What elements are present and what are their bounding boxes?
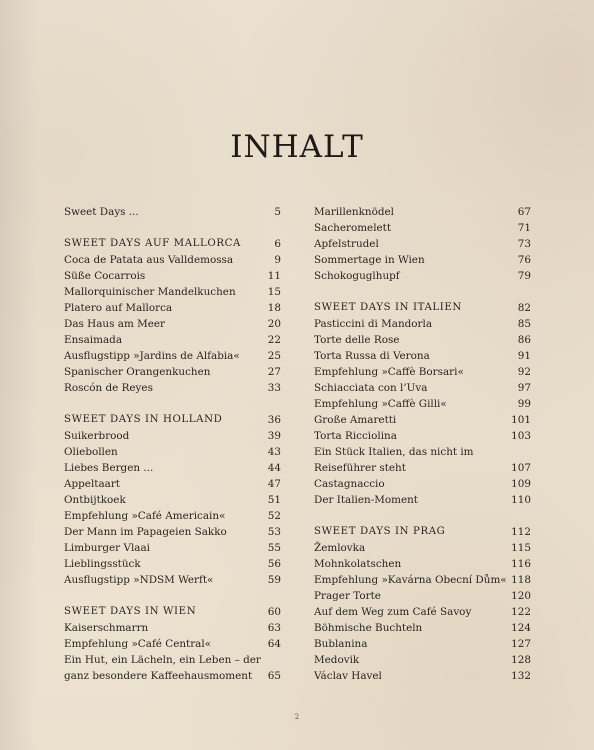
toc-entry-title: Schiacciata con l’Uva — [314, 382, 428, 394]
toc-right-column — [314, 204, 532, 684]
toc-entry — [314, 476, 531, 492]
toc-entry — [314, 412, 531, 428]
toc-entry-title: Süße Cocarrois — [64, 270, 146, 282]
toc-entry — [64, 380, 281, 396]
toc-entry-page: 79 — [517, 270, 531, 282]
toc-spacer — [64, 220, 281, 236]
toc-entry-title: Das Haus am Meer — [64, 318, 165, 330]
toc-section-heading — [314, 300, 531, 316]
toc-entry — [64, 428, 281, 444]
toc-entry-title: Große Amaretti — [314, 414, 397, 426]
toc-entry — [64, 332, 281, 348]
toc-entry-page: 51 — [267, 494, 281, 506]
toc-entry-title: Ein Hut, ein Lächeln, ein Leben – der — [64, 654, 261, 666]
toc-entry-title: Oliebollen — [64, 446, 118, 458]
toc-entry — [314, 252, 531, 268]
toc-entry — [314, 540, 531, 556]
toc-entry — [314, 652, 531, 668]
toc-entry-title: Sacheromelett — [314, 222, 392, 234]
toc-entry — [314, 236, 531, 252]
toc-entry-title: Roscón de Reyes — [64, 382, 153, 394]
toc-section-heading — [64, 236, 281, 252]
toc-entry-page: 73 — [517, 238, 531, 250]
toc-entry — [64, 668, 281, 684]
toc-spacer — [64, 396, 281, 412]
toc-entry-page — [261, 652, 285, 668]
toc-entry-page: 39 — [267, 430, 281, 442]
toc-entry — [64, 524, 281, 540]
toc-entry — [314, 204, 531, 220]
toc-section-heading — [64, 604, 281, 620]
toc-entry — [314, 444, 531, 460]
toc-entry-page: 25 — [267, 350, 281, 362]
toc-entry-title: Ensaimada — [64, 334, 123, 346]
toc-entry — [314, 364, 531, 380]
toc-entry-page: 112 — [511, 526, 531, 538]
toc-left-column — [64, 204, 282, 684]
toc-entry-title: Prager Torte — [314, 590, 381, 602]
toc-entry-page: 27 — [267, 366, 281, 378]
toc-entry — [314, 316, 531, 332]
toc-entry-page: 118 — [511, 574, 531, 586]
toc-entry-title: SWEET DAYS AUF MALLORCA — [64, 238, 241, 249]
toc-entry — [64, 636, 281, 652]
toc-entry-page: 67 — [517, 206, 531, 218]
toc-entry-title: Ontbijtkoek — [64, 494, 126, 506]
toc-entry-title: ganz besondere Kaffeehausmoment — [64, 670, 253, 682]
toc-entry-title: Mallorquinischer Mandelkuchen — [64, 286, 236, 298]
toc-entry-title: Der Mann im Papageien Sakko — [64, 526, 227, 538]
toc-entry-page: 47 — [267, 478, 281, 490]
toc-entry — [64, 508, 281, 524]
toc-entry-page: 103 — [511, 430, 531, 442]
toc-entry-title: Empfehlung »Café Americain« — [64, 510, 226, 522]
toc-entry-page: 124 — [511, 622, 531, 634]
toc-entry-page: 5 — [274, 206, 281, 218]
toc-entry-page: 15 — [267, 286, 281, 298]
toc-entry-title: Žemlovka — [314, 542, 366, 554]
toc-entry-title: Bublanina — [314, 638, 368, 650]
toc-entry-title: Böhmische Buchteln — [314, 622, 423, 634]
page-title: INHALT — [230, 128, 364, 165]
toc-entry — [314, 268, 531, 284]
toc-entry — [314, 220, 531, 236]
toc-entry-title: Pasticcini di Mandorla — [314, 318, 433, 330]
toc-entry-title: Empfehlung »Kavárna Obecní Dům« — [314, 574, 507, 586]
toc-entry-title: Coca de Patata aus Valldemossa — [64, 254, 234, 266]
toc-entry-title: Torta Ricciolina — [314, 430, 397, 442]
toc-entry-page: 59 — [267, 574, 281, 586]
toc-entry-page: 128 — [511, 654, 531, 666]
toc-entry-page: 132 — [511, 670, 531, 682]
toc-entry-page: 43 — [267, 446, 281, 458]
toc-entry-page: 97 — [517, 382, 531, 394]
toc-section-heading — [314, 524, 531, 540]
toc-entry-page: 55 — [267, 542, 281, 554]
toc-entry-title: Schokoguglhupf — [314, 270, 400, 282]
toc-entry — [64, 300, 281, 316]
toc-entry-page: 127 — [511, 638, 531, 650]
toc-entry-page: 56 — [267, 558, 281, 570]
toc-entry-page: 53 — [267, 526, 281, 538]
toc-spacer — [314, 284, 531, 300]
toc-entry — [314, 588, 531, 604]
toc-entry — [64, 268, 281, 284]
toc-entry-page: 63 — [267, 622, 281, 634]
toc-entry — [314, 636, 531, 652]
toc-entry — [64, 316, 281, 332]
toc-entry-title: Reiseführer steht — [314, 462, 406, 474]
toc-entry-page: 20 — [267, 318, 281, 330]
toc-entry-page: 115 — [511, 542, 531, 554]
toc-entry — [314, 620, 531, 636]
toc-entry-title: SWEET DAYS IN ITALIEN — [314, 302, 462, 313]
toc-entry-page — [507, 444, 531, 460]
toc-entry-title: Václav Havel — [314, 670, 382, 682]
toc-entry-page: 71 — [517, 222, 531, 234]
toc-entry — [64, 364, 281, 380]
toc-entry-page: 86 — [517, 334, 531, 346]
toc-entry-title: SWEET DAYS IN PRAG — [314, 526, 446, 537]
toc-entry-title: Mohnkolatschen — [314, 558, 402, 570]
toc-entry — [64, 444, 281, 460]
toc-entry-title: Ausflugstipp »NDSM Werft« — [64, 574, 214, 586]
toc-entry — [64, 348, 281, 364]
toc-entry-page: 92 — [517, 366, 531, 378]
toc-entry-page: 82 — [517, 302, 531, 314]
toc-entry-title: Appeltaart — [64, 478, 120, 490]
toc-entry-title: Kaiserschmarrn — [64, 622, 149, 634]
toc-entry-page: 110 — [511, 494, 531, 506]
toc-entry-page: 9 — [274, 254, 281, 266]
toc-entry — [64, 460, 281, 476]
toc-entry-title: Sommertage in Wien — [314, 254, 425, 266]
toc-entry-page: 109 — [511, 478, 531, 490]
toc-entry-page: 44 — [267, 462, 281, 474]
toc-entry-title: Platero auf Mallorca — [64, 302, 173, 314]
toc-entry — [314, 492, 531, 508]
toc-entry — [64, 540, 281, 556]
toc-entry-title: Torte delle Rose — [314, 334, 400, 346]
toc-entry — [314, 668, 531, 684]
toc-entry-page: 91 — [517, 350, 531, 362]
toc-section-heading — [64, 412, 281, 428]
toc-entry-title: Torta Russa di Verona — [314, 350, 430, 362]
toc-entry-page: 6 — [274, 238, 281, 250]
toc-entry — [314, 604, 531, 620]
toc-entry-title: Castagnaccio — [314, 478, 385, 490]
toc-entry — [64, 284, 281, 300]
toc-entry — [64, 476, 281, 492]
toc-entry-page: 64 — [267, 638, 281, 650]
toc-entry — [64, 620, 281, 636]
toc-entry-title: Medovik — [314, 654, 360, 666]
toc-entry-page: 122 — [511, 606, 531, 618]
toc-entry-title: SWEET DAYS IN HOLLAND — [64, 414, 223, 425]
toc-entry-page: 76 — [517, 254, 531, 266]
toc-entry-page: 116 — [511, 558, 531, 570]
toc-entry-title: Der Italien-Moment — [314, 494, 418, 506]
toc-entry-title: Ausflugstipp »Jardins de Alfabia« — [64, 350, 240, 362]
toc-entry-title: Sweet Days ... — [64, 206, 139, 218]
toc-entry-title: Empfehlung »Caffè Gilli« — [314, 398, 447, 410]
toc-entry-page: 85 — [517, 318, 531, 330]
toc-entry-page: 18 — [267, 302, 281, 314]
toc-spacer — [314, 508, 531, 524]
toc-entry — [314, 572, 531, 588]
toc-entry — [314, 556, 531, 572]
toc-entry-title: Empfehlung »Café Central« — [64, 638, 212, 650]
toc-entry-page: 101 — [511, 414, 531, 426]
toc-entry-page: 60 — [267, 606, 281, 618]
toc-entry — [314, 428, 531, 444]
toc-entry-title: Empfehlung »Caffè Borsari« — [314, 366, 464, 378]
toc-entry-title: Suikerbrood — [64, 430, 130, 442]
toc-entry — [64, 204, 281, 220]
toc-spacer — [64, 588, 281, 604]
toc-entry — [314, 332, 531, 348]
toc-entry-title: Marillenknödel — [314, 206, 394, 218]
toc-entry — [64, 652, 281, 668]
page-edge-stain — [0, 0, 38, 750]
toc-entry — [64, 572, 281, 588]
toc-entry-page: 65 — [267, 670, 281, 682]
toc-entry-page: 36 — [267, 414, 281, 426]
toc-entry — [314, 348, 531, 364]
toc-entry-title: Liebes Bergen ... — [64, 462, 154, 474]
toc-entry — [64, 492, 281, 508]
toc-entry — [64, 556, 281, 572]
toc-entry — [314, 380, 531, 396]
toc-entry-page: 52 — [267, 510, 281, 522]
toc-entry-page: 99 — [517, 398, 531, 410]
toc-entry-title: Apfelstrudel — [314, 238, 379, 250]
toc-entry-page: 107 — [511, 462, 531, 474]
toc-entry-title: Auf dem Weg zum Café Savoy — [314, 606, 472, 618]
toc-entry — [314, 460, 531, 476]
page-number: 2 — [294, 713, 300, 721]
toc-entry-page: 33 — [267, 382, 281, 394]
toc-entry-title: Limburger Vlaai — [64, 542, 150, 554]
toc-entry-page: 120 — [511, 590, 531, 602]
toc-entry-title: Spanischer Orangenkuchen — [64, 366, 211, 378]
toc-entry-page: 11 — [267, 270, 281, 282]
toc-entry-title: SWEET DAYS IN WIEN — [64, 606, 197, 617]
toc-entry-title: Lieblingsstück — [64, 558, 141, 570]
toc-entry — [64, 252, 281, 268]
toc-entry-title: Ein Stück Italien, das nicht im — [314, 446, 474, 458]
toc-entry-page: 22 — [267, 334, 281, 346]
toc-entry — [314, 396, 531, 412]
